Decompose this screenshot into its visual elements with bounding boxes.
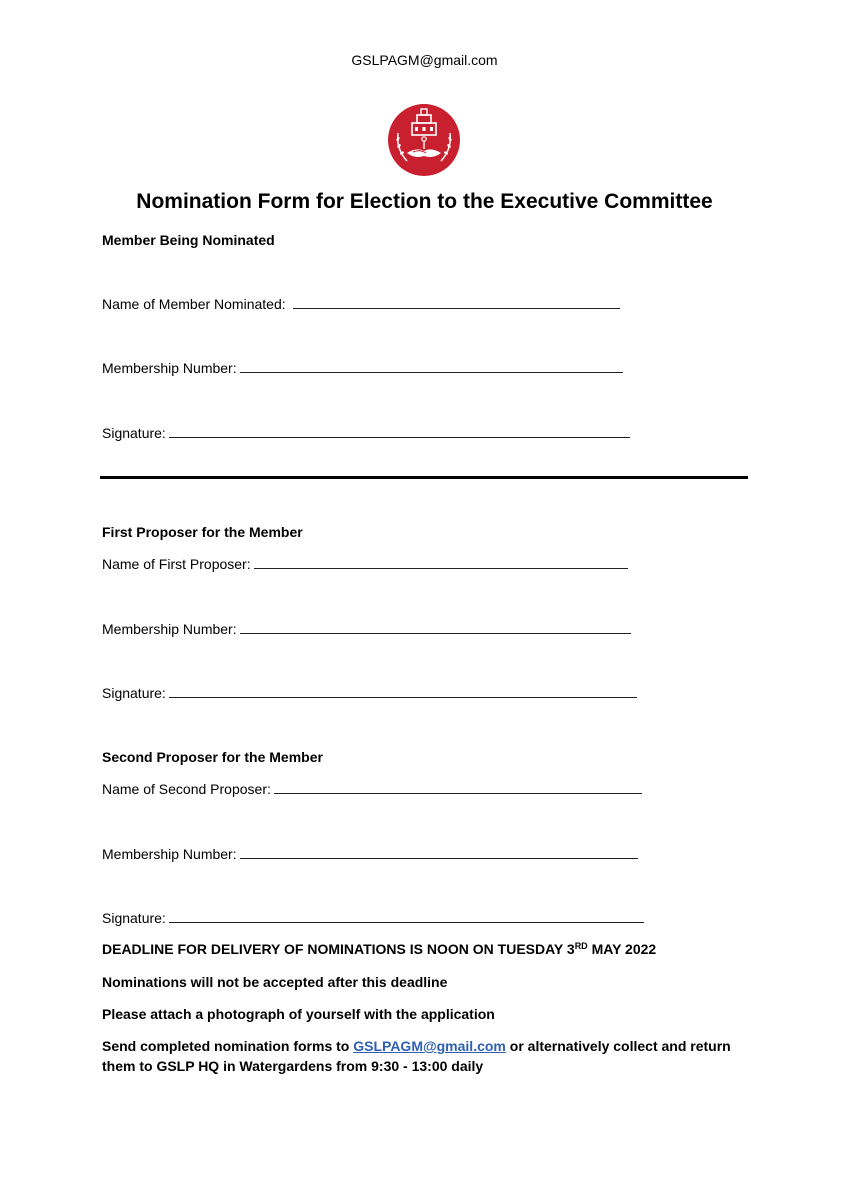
member-membership-field[interactable]	[102, 360, 623, 376]
second-proposer-name-field[interactable]	[102, 781, 642, 797]
send-prefix: Send completed nomination forms to	[102, 1038, 354, 1054]
deadline-sup: RD	[574, 941, 588, 951]
second-proposer-name-input-line[interactable]	[274, 792, 642, 794]
first-proposer-name-label: Name of First Proposer:	[102, 556, 251, 572]
first-proposer-signature-input-line[interactable]	[169, 696, 637, 698]
header-email: GSLPAGM@gmail.com	[351, 52, 498, 68]
second-proposer-signature-input-line[interactable]	[169, 921, 644, 923]
first-proposer-heading: First Proposer for the Member	[102, 524, 303, 540]
second-proposer-membership-field[interactable]	[102, 846, 638, 862]
form-title: Nomination Form for Election to the Executive Committee	[136, 190, 713, 213]
send-email-link[interactable]: GSLPAGM@gmail.com	[353, 1038, 506, 1054]
member-name-label: Name of Member Nominated:	[102, 296, 286, 312]
member-section-heading: Member Being Nominated	[102, 232, 275, 248]
second-proposer-signature-field[interactable]	[102, 910, 644, 926]
member-membership-label: Membership Number:	[102, 360, 237, 376]
send-notice	[102, 1036, 742, 1076]
second-proposer-name-label: Name of Second Proposer:	[102, 781, 271, 797]
deadline-notice	[102, 941, 656, 957]
send-suffix: or alternatively collect and return them to GSLP HQ in Watergardens from 9:30 - 13:00 daily	[102, 1038, 731, 1074]
member-membership-input-line[interactable]	[240, 371, 623, 373]
member-signature-field[interactable]	[102, 425, 630, 441]
photograph-notice: Please attach a photograph of yourself with the application	[102, 1006, 495, 1022]
deadline-suffix: MAY 2022	[587, 941, 657, 957]
section-divider	[100, 476, 748, 479]
second-proposer-membership-label: Membership Number:	[102, 846, 237, 862]
gslp-logo	[387, 103, 461, 177]
logo-emblem-icon	[387, 103, 461, 177]
second-proposer-signature-label: Signature:	[102, 910, 166, 926]
member-name-field[interactable]	[102, 296, 620, 312]
first-proposer-signature-field[interactable]	[102, 685, 637, 701]
member-name-input-line[interactable]	[293, 307, 620, 309]
second-proposer-membership-input-line[interactable]	[240, 857, 638, 859]
not-accepted-notice: Nominations will not be accepted after this deadline	[102, 974, 448, 990]
first-proposer-membership-field[interactable]	[102, 621, 631, 637]
first-proposer-name-input-line[interactable]	[254, 567, 628, 569]
first-proposer-signature-label: Signature:	[102, 685, 166, 701]
first-proposer-name-field[interactable]	[102, 556, 628, 572]
first-proposer-membership-label: Membership Number:	[102, 621, 237, 637]
first-proposer-membership-input-line[interactable]	[240, 632, 631, 634]
second-proposer-heading: Second Proposer for the Member	[102, 749, 323, 765]
deadline-prefix: DEADLINE FOR DELIVERY OF NOMINATIONS IS NOON ON TUESDAY 3	[102, 941, 575, 957]
member-signature-label: Signature:	[102, 425, 166, 441]
member-signature-input-line[interactable]	[169, 436, 630, 438]
